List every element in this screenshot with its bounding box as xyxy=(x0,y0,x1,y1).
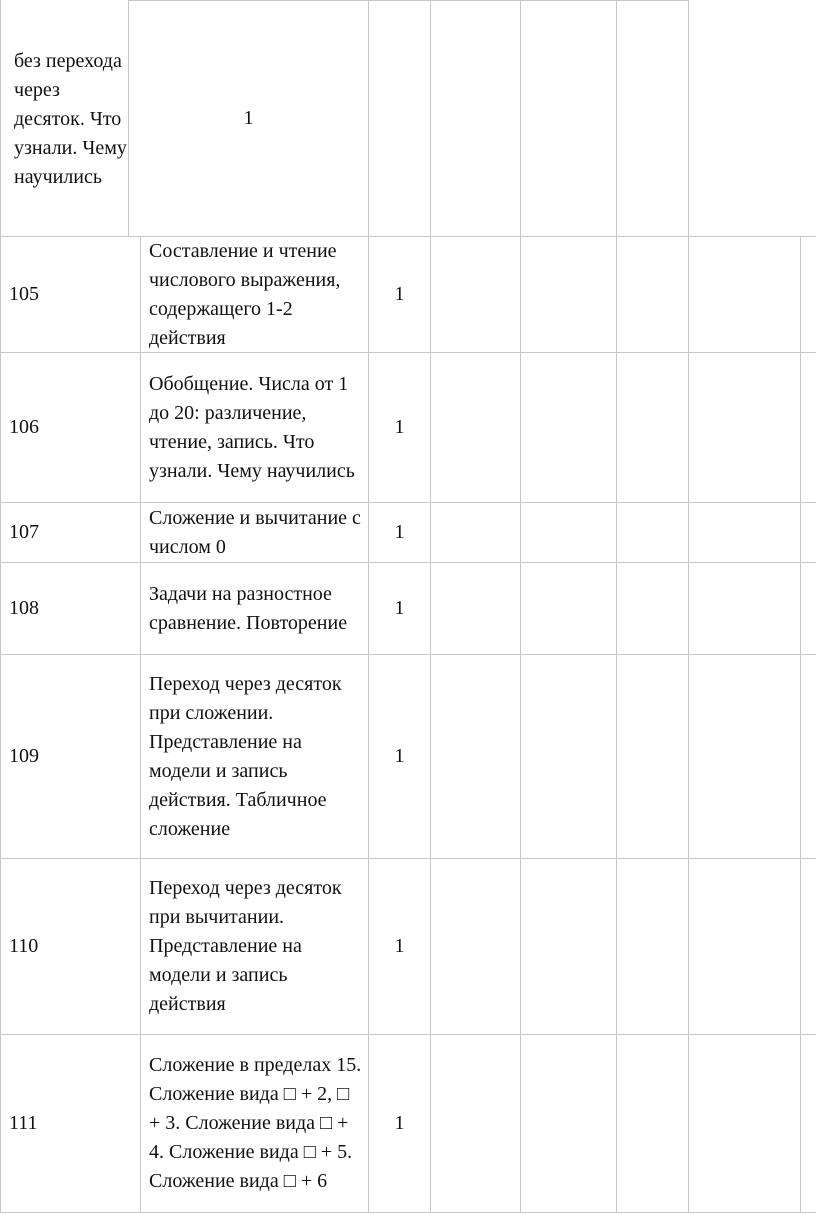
topic-text: Переход через десяток при сложении. Представление на модели и запись действия. Табличное сложение xyxy=(149,672,342,840)
hours-text: 1 xyxy=(394,416,405,438)
hours-cell xyxy=(369,353,430,502)
hours-text: 1 xyxy=(394,935,405,957)
hours-text: 1 xyxy=(394,521,405,543)
topic-cell xyxy=(141,1035,368,1212)
lesson-number: 107 xyxy=(9,521,39,543)
lesson-number-cell xyxy=(1,1035,140,1212)
hours-text: 1 xyxy=(243,106,254,129)
hours-cell xyxy=(369,563,430,654)
topic-text: Составление и чтение числового выражения, содержащего 1-2 действия xyxy=(149,239,341,349)
lesson-number: 111 xyxy=(9,1112,38,1134)
hours-text: 1 xyxy=(394,1112,405,1134)
topic-cell xyxy=(141,353,368,502)
lesson-number-cell xyxy=(1,503,140,562)
hours-cell xyxy=(369,237,430,352)
topic-text: Переход через десяток при вычитании. Представление на модели и запись действия xyxy=(149,877,342,1015)
hours-cell xyxy=(369,655,430,858)
hours-cell xyxy=(369,503,430,562)
hours-cell xyxy=(369,1035,430,1212)
lesson-number-cell xyxy=(1,237,140,352)
lesson-number-cell xyxy=(1,353,140,502)
hours-text: 1 xyxy=(394,597,405,619)
topic-cell xyxy=(141,655,368,858)
lesson-number-cell xyxy=(1,563,140,654)
hours-text: 1 xyxy=(394,745,405,767)
lesson-number: 108 xyxy=(9,597,39,619)
lesson-number: 110 xyxy=(9,935,39,957)
topic-text: без перехода через десяток. Что узнали. Чему научились xyxy=(14,49,127,188)
topic-cell xyxy=(141,563,368,654)
lesson-number: 106 xyxy=(9,416,39,438)
hours-cell xyxy=(129,0,368,236)
lesson-number-cell xyxy=(1,655,140,858)
lesson-number: 105 xyxy=(9,283,39,305)
topic-text: Обобщение. Числа от 1 до 20: различение, чтение, запись. Что узнали. Чему научились xyxy=(149,372,355,482)
hours-text: 1 xyxy=(394,283,405,305)
topic-text: Сложение в пределах 15. Сложение вида □ + 2, □ + 3. Сложение вида □ + 4. Сложение вида □ + 5. Сложение вида □ + 6 xyxy=(149,1054,362,1192)
topic-cell xyxy=(141,237,368,352)
topic-text: Задачи на разностное сравнение. Повторение xyxy=(149,582,348,634)
topic-cell xyxy=(1,2,128,236)
topic-text: Сложение и вычитание с числом 0 xyxy=(149,506,361,558)
hours-cell xyxy=(369,859,430,1034)
lesson-number: 109 xyxy=(9,745,39,767)
topic-cell xyxy=(141,859,368,1034)
topic-cell xyxy=(141,503,368,562)
lesson-number-cell xyxy=(1,859,140,1034)
